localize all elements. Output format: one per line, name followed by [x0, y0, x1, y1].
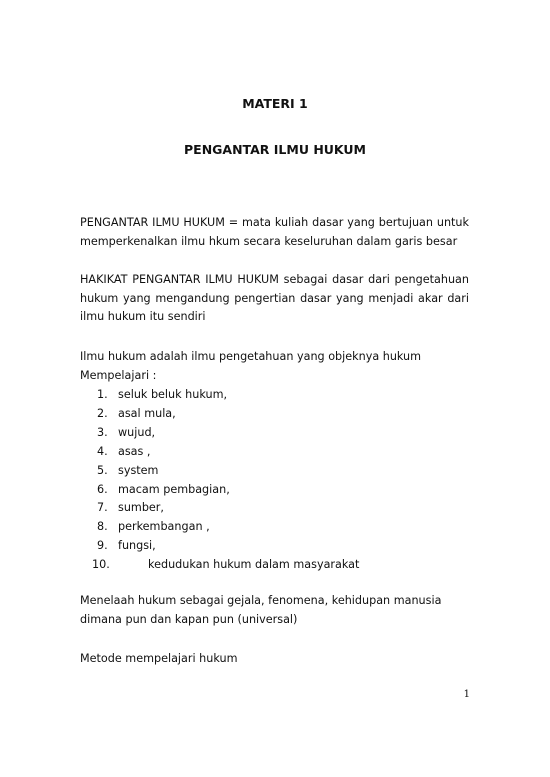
list-item [80, 518, 469, 537]
list-item-text: wujud, [118, 425, 156, 439]
paragraph-menelaah: Menelaah hukum sebagai gejala, fenomena, kehidupan manusia dimana pun dan kapan pun (universal) [80, 594, 442, 626]
list-item-text: system [118, 463, 159, 477]
list-item [80, 462, 469, 481]
list-item [80, 556, 469, 575]
list-item-number: 8. [97, 520, 108, 534]
list-item-number: 10. [92, 558, 110, 572]
list-item [80, 443, 469, 462]
list-item [80, 537, 469, 556]
list-item-text: sumber, [118, 501, 164, 515]
list-item-text: perkembangan , [118, 520, 210, 534]
list-item-number: 3. [97, 425, 108, 439]
list-item [80, 499, 469, 518]
paragraph-definition: PENGANTAR ILMU HUKUM = mata kuliah dasar yang bertujuan untuk memperkenalkan ilmu hkum secara keseluruhan dalam garis besar [80, 216, 469, 248]
list-item-number: 7. [97, 501, 108, 515]
list-item [80, 386, 469, 405]
document-subtitle: PENGANTAR ILMU HUKUM [184, 142, 366, 157]
paragraph-hakikat: HAKIKAT PENGANTAR ILMU HUKUM sebagai dasar dari pengetahuan hukum yang mengandung pengertian dasar yang menjadi akar dari ilmu hukum itu sendiri [80, 273, 469, 324]
list-item-text: kedudukan hukum dalam masyarakat [148, 558, 360, 572]
numbered-list [80, 386, 469, 575]
page-number: 1 [463, 689, 470, 700]
list-item-text: macam pembagian, [118, 482, 230, 496]
paragraph-ilmu-hukum: Ilmu hukum adalah ilmu pengetahuan yang objeknya hukum [80, 350, 422, 363]
list-item-text: asal mula, [118, 406, 176, 420]
list-item-text: asas , [118, 444, 151, 458]
list-item [80, 424, 469, 443]
list-item-number: 5. [97, 463, 108, 477]
paragraph-mempelajari: Mempelajari : [80, 369, 157, 382]
paragraph-metode: Metode mempelajari hukum [80, 652, 238, 665]
list-item [80, 481, 469, 500]
list-item-number: 4. [97, 444, 108, 458]
list-item-number: 2. [97, 406, 108, 420]
list-item-text: seluk beluk hukum, [118, 388, 228, 401]
document-title: MATERI 1 [242, 96, 308, 111]
list-item-number: 9. [97, 539, 108, 553]
list-item-number: 1. [97, 388, 108, 401]
list-item-text: fungsi, [118, 539, 156, 553]
list-item-number: 6. [97, 482, 108, 496]
list-item [80, 405, 469, 424]
